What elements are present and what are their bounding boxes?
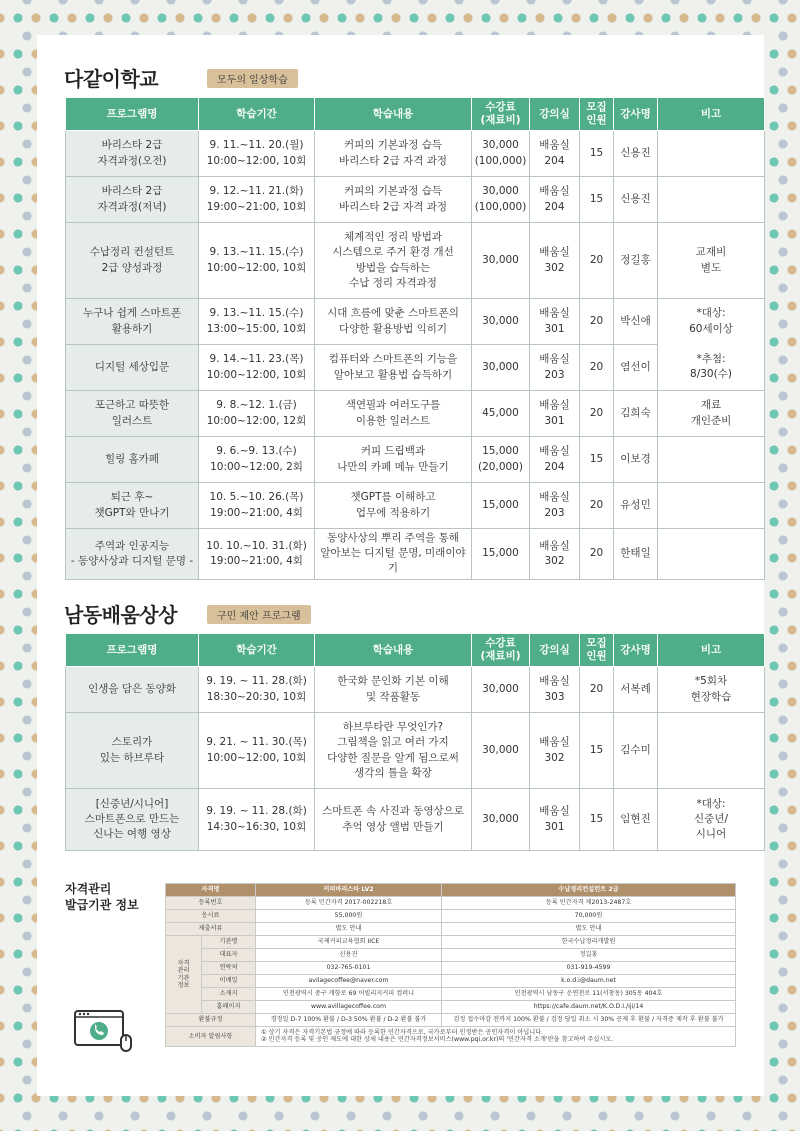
section1-row3-fee: 30,000: [472, 299, 530, 345]
section2-title: 남동배움상상: [64, 603, 177, 627]
section1-row2-name: 수납정리 컨설턴트 2급 양성과정: [66, 223, 199, 299]
section1-header-3: 수강료 (재료비): [472, 98, 530, 131]
section2-row0-name: 인생을 담은 동양화: [66, 667, 199, 713]
info-refund-a: 경정일 D-7 100% 환불 / D-3 50% 환불 / D-2 환불 불가: [256, 1014, 442, 1027]
info-reg-label: 등록번호: [166, 897, 256, 910]
section1-table-row: [66, 391, 765, 437]
section1-row3-name: 누구나 쉽게 스마트폰 활용하기: [66, 299, 199, 345]
section1-row2-room: 배움실 302: [530, 223, 580, 299]
section1-row7-note: [658, 483, 765, 529]
section1-row2-note: 교재비 별도: [658, 223, 765, 299]
section1-row6-fee: 15,000 (20,000): [472, 437, 530, 483]
info-doc-b: 별도 안내: [442, 923, 736, 936]
info-reg-a: 등록 민간자격 2017-002218호: [256, 897, 442, 910]
info-rep-label: 대표자: [202, 949, 256, 962]
section1-row6-name: 힐링 홈카페: [66, 437, 199, 483]
section1-row6-room: 배움실 204: [530, 437, 580, 483]
section2-header-6: 강사명: [614, 634, 658, 667]
section1-header-7: 비고: [658, 98, 765, 131]
section1-row4-teacher: 염선이: [614, 345, 658, 391]
info-group-label: 자격 관리 기관 정보: [166, 936, 202, 1014]
info-fee-label: 응시료: [166, 910, 256, 923]
section2-row0-fee: 30,000: [472, 667, 530, 713]
info-refund-label: 환불규정: [166, 1014, 256, 1027]
section1-row4-name: 디지털 세상입문: [66, 345, 199, 391]
section2-row2-note: *대상: 신중년/ 시니어: [658, 789, 765, 851]
computer-phone-icon: [73, 1007, 137, 1059]
section1-row0-name: 바리스타 2급 자격과정(오전): [66, 131, 199, 177]
section1-row0-room: 배움실 204: [530, 131, 580, 177]
section2-table-row: [66, 789, 765, 851]
section1-row4-content: 컴퓨터와 스마트폰의 기능을 알아보고 활용법 습득하기: [315, 345, 472, 391]
section1-row3-cap: 20: [580, 299, 614, 345]
info-web-label: 홈페이지: [202, 1001, 256, 1014]
section1-row1-content: 커피의 기본과정 습득 바리스타 2급 자격 과정: [315, 177, 472, 223]
section1-row5-period: 9. 8.~12. 1.(금) 10:00~12:00, 12회: [199, 391, 315, 437]
section1-row7-teacher: 유성민: [614, 483, 658, 529]
section1-row1-cap: 15: [580, 177, 614, 223]
info-rep-a: 신용진: [256, 949, 442, 962]
section1-header-5: 모집 인원: [580, 98, 614, 131]
section2-header-2: 학습내용: [315, 634, 472, 667]
info-mail-label: 이메일: [202, 975, 256, 988]
info-mail-b: k.o.d.i@daum.net: [442, 975, 736, 988]
info-tel-a: 032-765-0101: [256, 962, 442, 975]
section1-row1-room: 배움실 204: [530, 177, 580, 223]
section1-row6-period: 9. 6.~9. 13.(수) 10:00~12:00, 2회: [199, 437, 315, 483]
section1-header-6: 강사명: [614, 98, 658, 131]
section1-row6-teacher: 이보경: [614, 437, 658, 483]
section2-table-row: [66, 667, 765, 713]
section1-row8-teacher: 한태일: [614, 529, 658, 580]
section1-row4-period: 9. 14.~11. 23.(목) 10:00~12:00, 10회: [199, 345, 315, 391]
section1-row4-fee: 30,000: [472, 345, 530, 391]
section1-table-row: [66, 529, 765, 580]
section2-row0-note: *5회차 현장학습: [658, 667, 765, 713]
section1-table-row: [66, 223, 765, 299]
section1-header-row: [66, 98, 765, 131]
info-tel-label: 연락처: [202, 962, 256, 975]
section1-table: [65, 97, 765, 580]
info-doc-a: 별도 안내: [256, 923, 442, 936]
section2-row2-name: [신중년/시니어] 스마트폰으로 만드는 신나는 여행 영상: [66, 789, 199, 851]
section1-header-0: 프로그램명: [66, 98, 199, 131]
info-addr-b: 인천광역시 남동구 운연천로 11(서창동) 305동 404호: [442, 988, 736, 1001]
section1-row8-period: 10. 10.~10. 31.(화) 19:00~21:00, 4회: [199, 529, 315, 580]
section1-row0-cap: 15: [580, 131, 614, 177]
info-rep-b: 정길홍: [442, 949, 736, 962]
section2-row2-cap: 15: [580, 789, 614, 851]
section1-row8-room: 배움실 302: [530, 529, 580, 580]
section2-row1-content: 하브루타란 무엇인가? 그림책을 읽고 여러 가지 다양한 질문을 알게 됨으로써 생각의 틀을 확장: [315, 713, 472, 789]
section1-row6-cap: 15: [580, 437, 614, 483]
section1-row2-content: 체계적인 정리 방법과 시스템으로 주거 환경 개선 방법을 습득하는 수납 정리 자격과정: [315, 223, 472, 299]
info-doc-label: 제출서류: [166, 923, 256, 936]
section1-table-row: [66, 131, 765, 177]
section2-row1-fee: 30,000: [472, 713, 530, 789]
section2-header-0: 프로그램명: [66, 634, 199, 667]
section2-header-1: 학습기간: [199, 634, 315, 667]
info-web-a: www.avillagecoffee.com: [256, 1001, 442, 1014]
section2-row0-cap: 20: [580, 667, 614, 713]
section2-row0-teacher: 서복례: [614, 667, 658, 713]
section1-row0-note: [658, 131, 765, 177]
section2-header-5: 모집 인원: [580, 634, 614, 667]
section1-row8-cap: 20: [580, 529, 614, 580]
section1-row8-content: 동양사상의 뿌리 주역을 통해 알아보는 디지털 문명, 미래이야기: [315, 529, 472, 580]
section1-title: 다같이학교: [64, 67, 159, 91]
info-col-label: 자격명: [166, 884, 256, 897]
section2-row1-note: [658, 713, 765, 789]
info-tel-b: 031-919-4599: [442, 962, 736, 975]
section2-row2-room: 배움실 301: [530, 789, 580, 851]
section1-row4-cap: 20: [580, 345, 614, 391]
section1-row5-content: 색연필과 여러도구를 이용한 일러스트: [315, 391, 472, 437]
section1-badge: 모두의 일상학습: [207, 69, 298, 88]
info-consumer-label: 소비자 알림사항: [166, 1027, 256, 1047]
section1-table-row: [66, 483, 765, 529]
section2-row2-teacher: 임현진: [614, 789, 658, 851]
section2-header-row: [66, 634, 765, 667]
section2-row1-period: 9. 21. ~ 11. 30.(목) 10:00~12:00, 10회: [199, 713, 315, 789]
info-org-b: 한국수납정리개발원: [442, 936, 736, 949]
section2-row1-cap: 15: [580, 713, 614, 789]
section1-row5-name: 포근하고 따뜻한 일러스트: [66, 391, 199, 437]
section1-row3-content: 시대 흐름에 맞춘 스마트폰의 다양한 활용방법 익히기: [315, 299, 472, 345]
section1-row1-fee: 30,000 (100,000): [472, 177, 530, 223]
certificate-info-table: [165, 883, 736, 1047]
info-reg-b: 등록 민간자격 제2013-2487호: [442, 897, 736, 910]
section1-row0-period: 9. 11.~11. 20.(월) 10:00~12:00, 10회: [199, 131, 315, 177]
section1-row6-note: [658, 437, 765, 483]
section2-badge: 구민 제안 프로그램: [207, 605, 311, 624]
section1-row1-teacher: 신용진: [614, 177, 658, 223]
info-org-label: 기관명: [202, 936, 256, 949]
section2-table-row: [66, 713, 765, 789]
section1-row7-name: 퇴근 후~ 챗GPT와 만나기: [66, 483, 199, 529]
page-sheet: [37, 35, 764, 1096]
section1-table-row: [66, 437, 765, 483]
section1-table-row: [66, 177, 765, 223]
section1-row0-content: 커피의 기본과정 습득 바리스타 2급 자격 과정: [315, 131, 472, 177]
section1-row5-note: 재료 개인준비: [658, 391, 765, 437]
section2-table: [65, 633, 765, 851]
section2-row1-room: 배움실 302: [530, 713, 580, 789]
info-col-b: 수납정리컨설턴트 2급: [442, 884, 736, 897]
section1-row5-fee: 45,000: [472, 391, 530, 437]
section1-row1-period: 9. 12.~11. 21.(화) 19:00~21:00, 10회: [199, 177, 315, 223]
info-fee-a: 55,000원: [256, 910, 442, 923]
section1-row5-cap: 20: [580, 391, 614, 437]
section1-header-4: 강의실: [530, 98, 580, 131]
section1-row2-fee: 30,000: [472, 223, 530, 299]
consumer-note-2: ② 민간자격 등록 및 공인 제도에 대한 상세 내용은 민간자격정보서비스(www.pqi.or.kr)의 '민간자격 소개'란을 참고하여 주십시오.: [261, 1036, 614, 1044]
section1-row7-room: 배움실 203: [530, 483, 580, 529]
section1-row3-note: *대상: 60세이상 *추첨: 8/30(수): [658, 299, 765, 391]
info-refund-b: 검정 접수마감 전까지 100% 환불 / 검정 당일 취소 시 30% 공제 후 환불 / 자격증 제작 후 환불 불가: [442, 1014, 736, 1027]
section1-row3-room: 배움실 301: [530, 299, 580, 345]
info-addr-label: 소재지: [202, 988, 256, 1001]
info-title: 자격관리 발급기관 정보: [65, 882, 139, 913]
section1-row1-name: 바리스타 2급 자격과정(저녁): [66, 177, 199, 223]
section1-header-1: 학습기간: [199, 98, 315, 131]
section1-table-row: [66, 299, 765, 345]
section2-row0-period: 9. 19. ~ 11. 28.(화) 18:30~20:30, 10회: [199, 667, 315, 713]
consumer-note-1: ① 상기 자격은 자격기본법 규정에 따라 등록한 민간자격으로, 국가로부터 인정받은 공인자격이 아닙니다.: [261, 1029, 544, 1036]
section1-row0-fee: 30,000 (100,000): [472, 131, 530, 177]
info-mail-a: avilagecoffee@naver.com: [256, 975, 442, 988]
section1-row2-teacher: 정길홍: [614, 223, 658, 299]
section1-header-2: 학습내용: [315, 98, 472, 131]
section2-row0-room: 배움실 303: [530, 667, 580, 713]
info-web-b: https://cafe.daum.net/K.O.D.I./iji/14: [442, 1001, 736, 1014]
section2-row2-fee: 30,000: [472, 789, 530, 851]
section1-row7-content: 챗GPT를 이해하고 업무에 적용하기: [315, 483, 472, 529]
section1-row2-cap: 20: [580, 223, 614, 299]
section2-row2-content: 스마트폰 속 사진과 동영상으로 추억 영상 앨범 만들기: [315, 789, 472, 851]
section1-row7-fee: 15,000: [472, 483, 530, 529]
section2-row1-name: 스토리가 있는 하브루타: [66, 713, 199, 789]
section1-row2-period: 9. 13.~11. 15.(수) 10:00~12:00, 10회: [199, 223, 315, 299]
section1-row1-note: [658, 177, 765, 223]
section2-header-3: 수강료 (재료비): [472, 634, 530, 667]
section1-row7-period: 10. 5.~10. 26.(목) 19:00~21:00, 4회: [199, 483, 315, 529]
section1-row4-room: 배움실 203: [530, 345, 580, 391]
section2-row2-period: 9. 19. ~ 11. 28.(화) 14:30~16:30, 10회: [199, 789, 315, 851]
section1-row3-period: 9. 13.~11. 15.(수) 13:00~15:00, 10회: [199, 299, 315, 345]
section1-row7-cap: 20: [580, 483, 614, 529]
section1-row6-content: 커피 드립백과 나만의 카페 메뉴 만들기: [315, 437, 472, 483]
section2-row0-content: 한국화 문인화 기본 이해 및 작품활동: [315, 667, 472, 713]
info-consumer-notes: [256, 1027, 736, 1047]
section1-row5-teacher: 김희숙: [614, 391, 658, 437]
section2-row1-teacher: 김수미: [614, 713, 658, 789]
section2-header-4: 강의실: [530, 634, 580, 667]
info-addr-a: 인천광역시 중구 개항로 69 어빌리지커피 컴퍼니: [256, 988, 442, 1001]
section2-header-7: 비고: [658, 634, 765, 667]
section1-row8-fee: 15,000: [472, 529, 530, 580]
section1-row8-note: [658, 529, 765, 580]
section1-row5-room: 배움실 301: [530, 391, 580, 437]
section1-row0-teacher: 신용진: [614, 131, 658, 177]
info-col-a: 커피바리스타 LV2: [256, 884, 442, 897]
section1-row3-teacher: 박신애: [614, 299, 658, 345]
section1-row8-name: 주역과 인공지능 - 동양사상과 디지털 문명 -: [66, 529, 199, 580]
info-fee-b: 70,000원: [442, 910, 736, 923]
info-org-a: 국제커피교육협회 IICE: [256, 936, 442, 949]
